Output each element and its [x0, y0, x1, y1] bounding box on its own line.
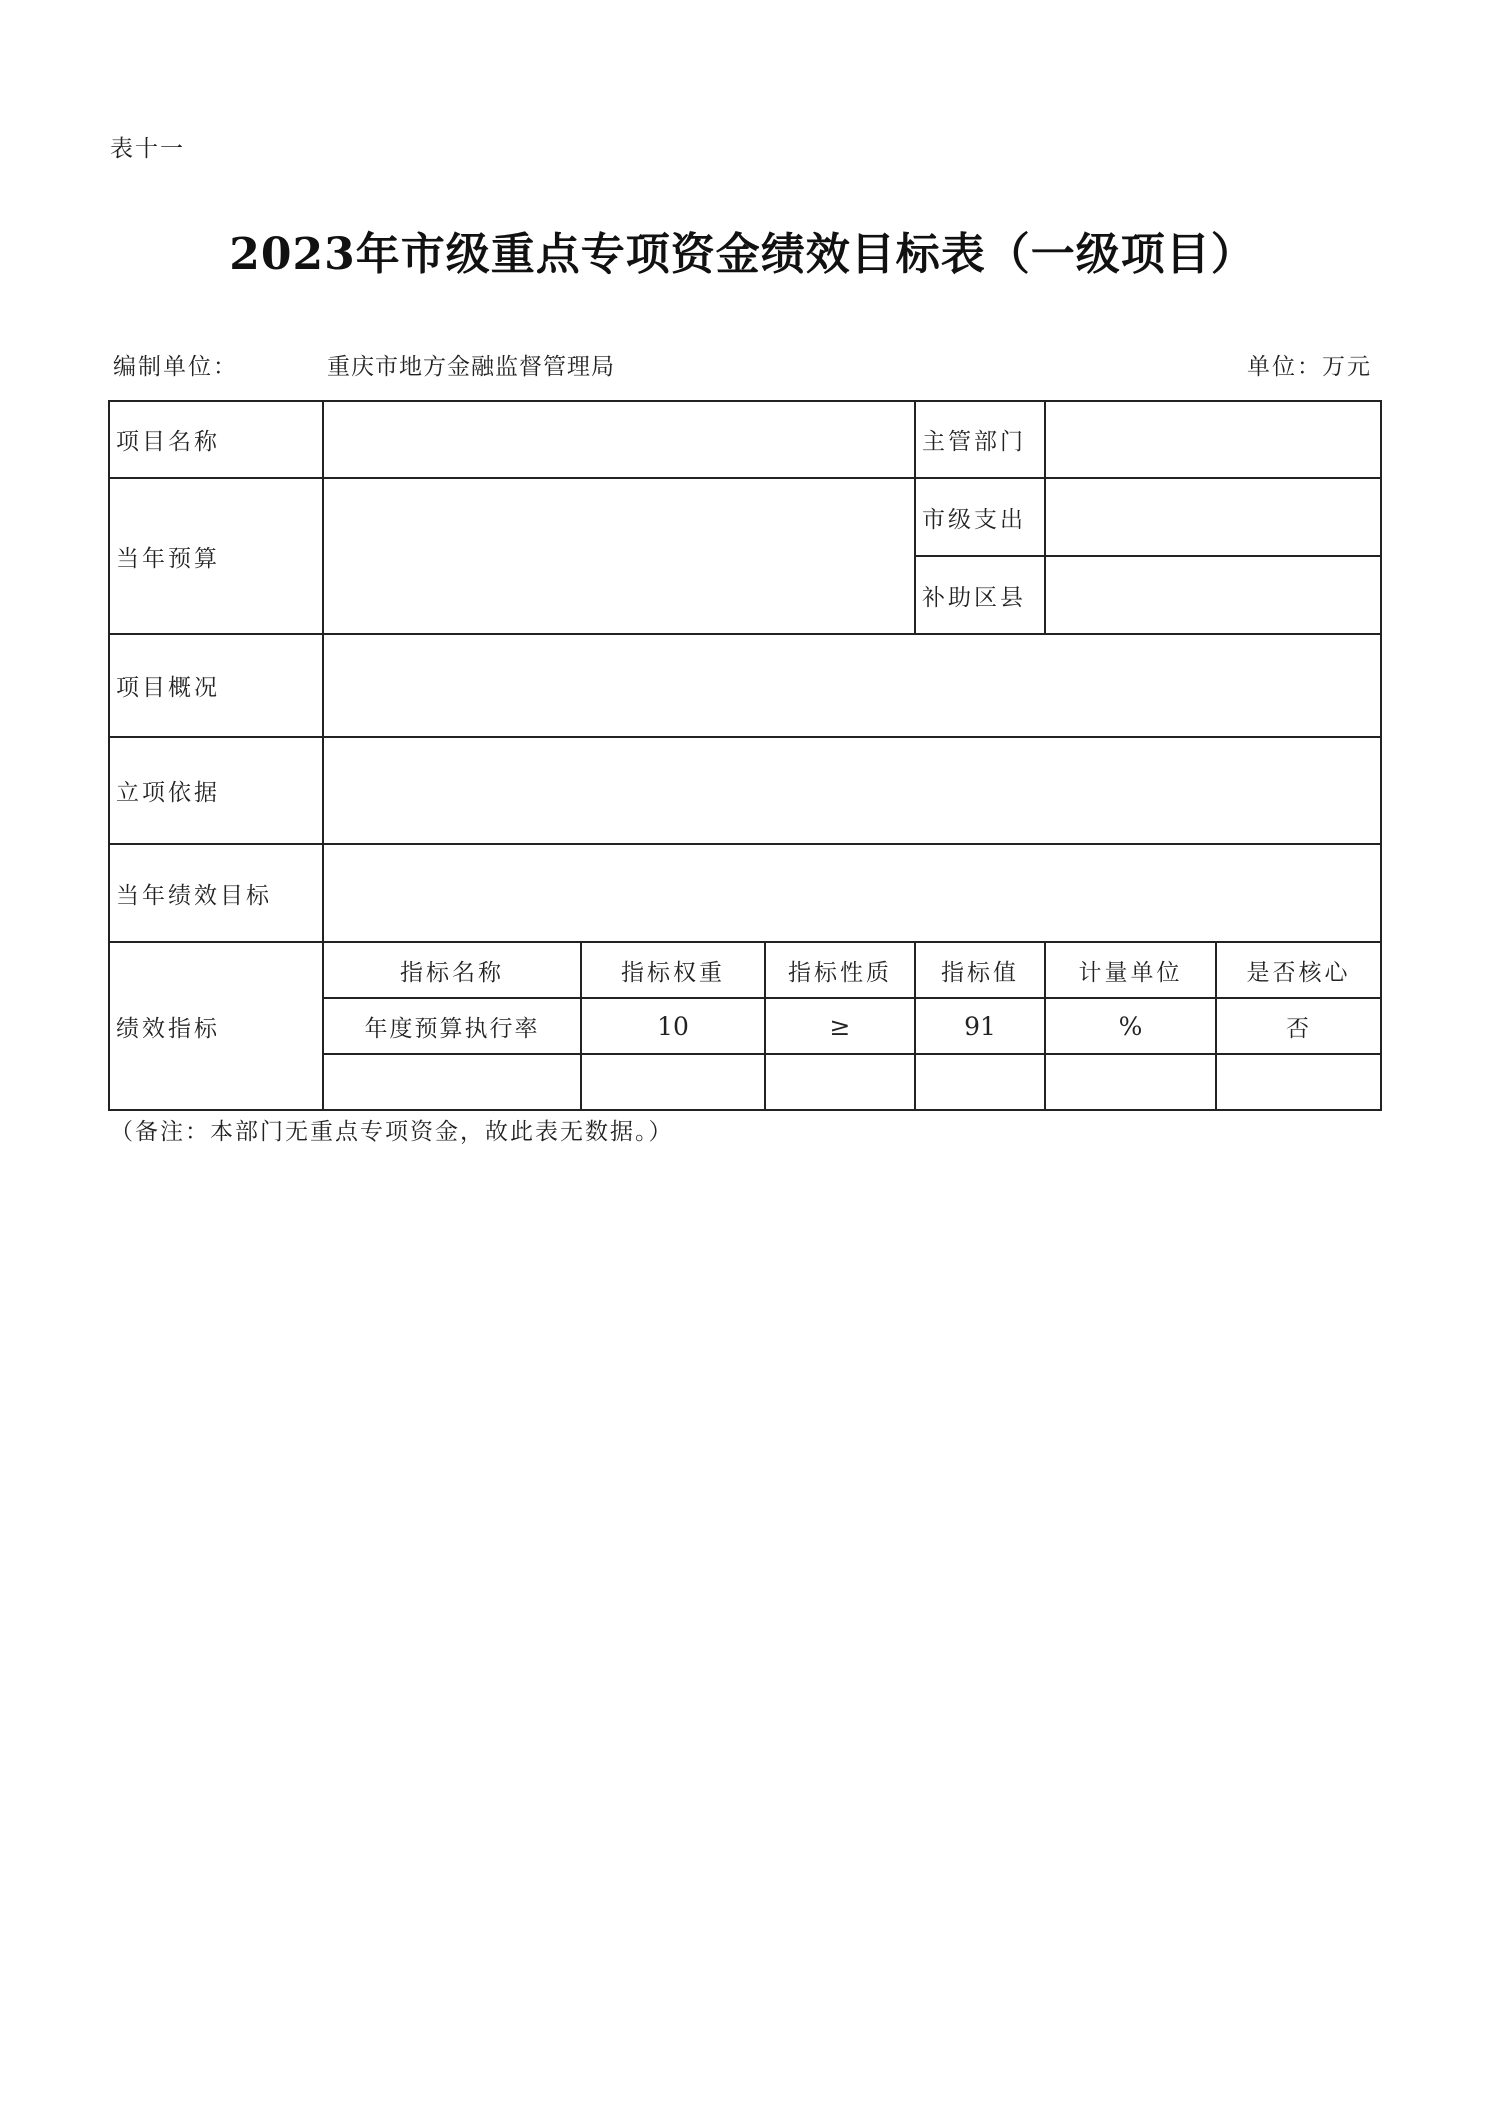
indicator-weight	[581, 1054, 765, 1110]
overview-row	[109, 634, 1381, 737]
indicator-nature	[765, 1054, 915, 1110]
city-expense-label: 市级支出	[915, 478, 1045, 556]
indicator-header-row	[109, 942, 1381, 998]
indicator-unit	[1045, 1054, 1216, 1110]
header-weight: 指标权重	[581, 942, 765, 998]
indicator-nature: ≥	[765, 998, 915, 1054]
project-name-value	[323, 401, 915, 478]
indicator-unit: %	[1045, 998, 1216, 1054]
indicators-label: 绩效指标	[109, 942, 323, 1110]
city-expense-value	[1045, 478, 1381, 556]
header-indicator-name: 指标名称	[323, 942, 581, 998]
indicator-core	[1216, 1054, 1381, 1110]
budget-value	[323, 478, 915, 634]
header-nature: 指标性质	[765, 942, 915, 998]
indicator-name	[323, 1054, 581, 1110]
indicator-weight: 10	[581, 998, 765, 1054]
table-number: 表十一	[110, 136, 185, 162]
project-name-row	[109, 401, 1381, 478]
department-label: 主管部门	[915, 401, 1045, 478]
project-name-label: 项目名称	[109, 401, 323, 478]
header-unit: 计量单位	[1045, 942, 1216, 998]
indicator-name: 年度预算执行率	[323, 998, 581, 1054]
header-core: 是否核心	[1216, 942, 1381, 998]
remark-note: （备注：本部门无重点专项资金，故此表无数据。）	[110, 1119, 674, 1145]
county-subsidy-value	[1045, 556, 1381, 634]
county-subsidy-label: 补助区县	[915, 556, 1045, 634]
budget-row	[109, 478, 1381, 556]
overview-value	[323, 634, 1381, 737]
indicator-value	[915, 1054, 1045, 1110]
overview-label: 项目概况	[109, 634, 323, 737]
basis-row	[109, 737, 1381, 844]
prepared-by-label: 编制单位：	[113, 354, 238, 380]
department-value	[1045, 401, 1381, 478]
budget-label: 当年预算	[109, 478, 323, 634]
goal-value	[323, 844, 1381, 942]
goal-row	[109, 844, 1381, 942]
header-value: 指标值	[915, 942, 1045, 998]
basis-label: 立项依据	[109, 737, 323, 844]
indicator-value: 91	[915, 998, 1045, 1054]
unit-label: 单位：万元	[1247, 354, 1372, 380]
performance-table	[108, 400, 1382, 1111]
prepared-by-org: 重庆市地方金融监督管理局	[327, 354, 615, 380]
indicator-core: 否	[1216, 998, 1381, 1054]
basis-value	[323, 737, 1381, 844]
goal-label: 当年绩效目标	[109, 844, 323, 942]
page-title: 2023年市级重点专项资金绩效目标表（一级项目）	[229, 229, 1256, 280]
